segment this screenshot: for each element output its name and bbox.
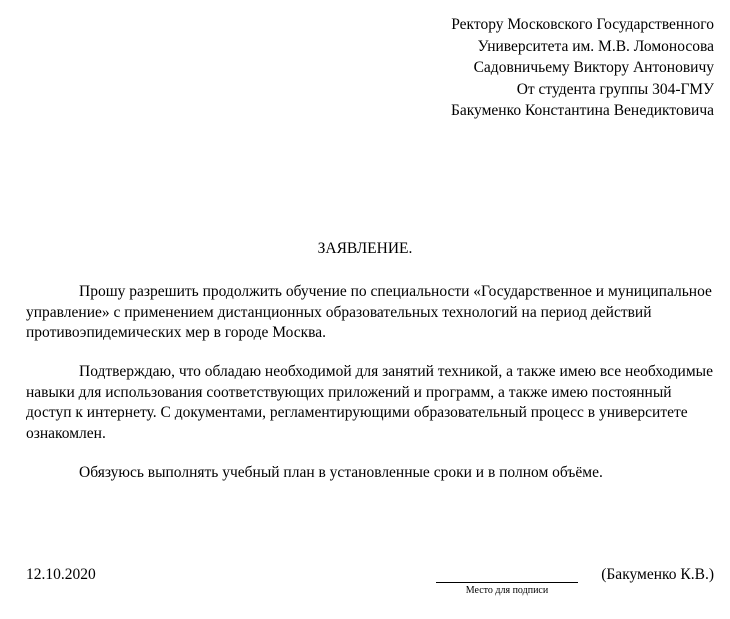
- signature-name: (Бакуменко К.В.): [601, 566, 714, 583]
- addressee-block: [451, 14, 714, 122]
- signature-line: [436, 582, 578, 583]
- document-title: ЗАЯВЛЕНИЕ.: [317, 240, 413, 257]
- paragraph-obligation: [26, 463, 716, 484]
- signature-caption: Место для подписи: [465, 585, 549, 596]
- paragraph-text: Обязуюсь выполнять учебный план в установленные сроки и в полном объёме.: [79, 464, 603, 481]
- addressee-line: Ректору Московского Государственного: [451, 16, 714, 33]
- paragraph-text: Подтверждаю, что обладаю необходимой для занятий техникой, а также имею все необходимые навыки для использования соответствующих приложений и программ, а также имею постоянный доступ к интернету. С документами, регламентирующими образовательный процесс в университете ознакомлен.: [26, 363, 713, 442]
- addressee-line: От студента группы 304-ГМУ: [516, 80, 714, 98]
- paragraph-confirmation: [26, 362, 716, 444]
- addressee-line: Садовничьему Виктору Антоновичу: [473, 59, 714, 76]
- addressee-line: Бакуменко Константина Венедиктовича: [450, 102, 714, 119]
- document-date: 12.10.2020: [26, 566, 96, 583]
- paragraph-text: Прошу разрешить продолжить обучение по специальности «Государственное и муниципальное управление» с применением дистанционных образовательных технологий на период действий противоэпидемических мер в городе Москва.: [26, 283, 712, 341]
- addressee-line: Университета им. М.В. Ломоносова: [477, 37, 714, 55]
- paragraph-request: [26, 282, 716, 344]
